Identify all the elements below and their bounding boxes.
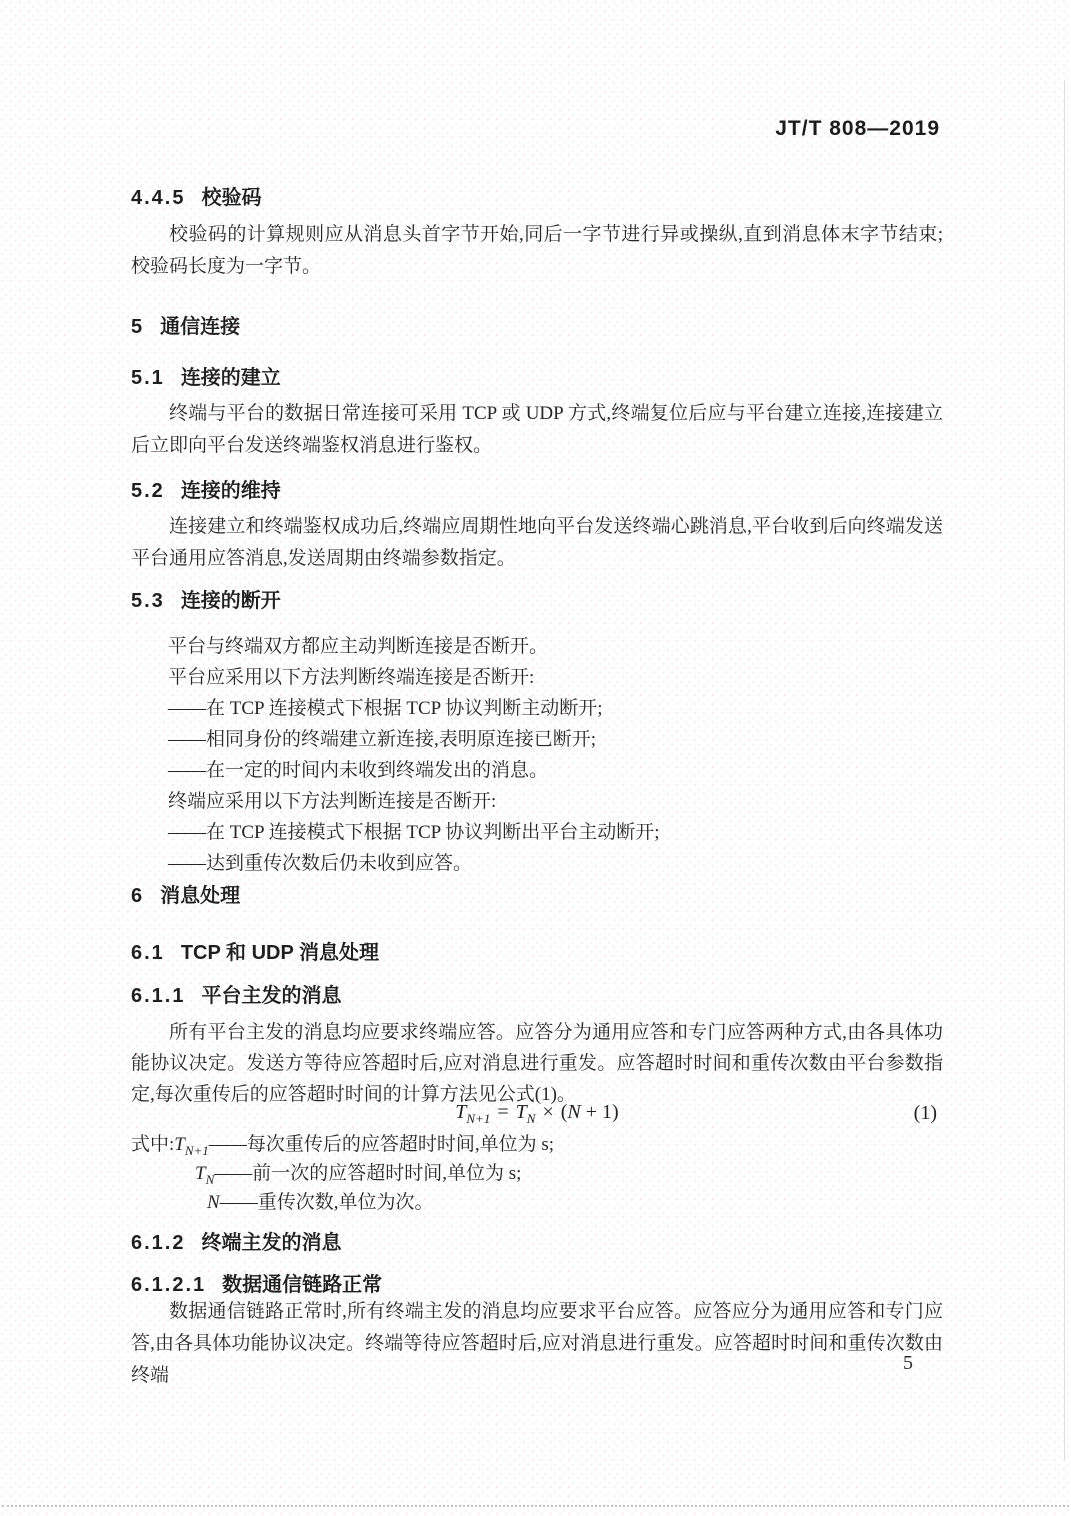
section-heading-6-1-2	[131, 1226, 341, 1255]
list-item: ——在 TCP 连接模式下根据 TCP 协议判断主动断开;	[168, 698, 603, 719]
section-heading-5-1	[131, 361, 281, 390]
section-number: 6.1	[131, 942, 165, 964]
equation-number: (1)	[913, 1102, 937, 1124]
section-heading-6-1-1	[131, 979, 341, 1008]
section-number: 6.1.2	[131, 1232, 186, 1254]
section-title: 连接的断开	[180, 590, 281, 612]
paragraph-5-1: 终端与平台的数据日常连接可采用 TCP 或 UDP 方式,终端复位后应与平台建立连接,连接建立后立即向平台发送终端鉴权消息进行鉴权。	[131, 403, 943, 456]
formula-where-block	[131, 1130, 961, 1217]
formula-var: T	[455, 1101, 467, 1123]
section-heading-5-3	[131, 584, 281, 613]
section-heading-6-1	[131, 936, 379, 965]
paragraph-6-1-1: 所有平台主发的消息均应要求终端应答。应答分为通用应答和专门应答两种方式,由各具体功能协议决定。发送方等待应答超时后,应对消息进行重发。应答超时时间和重传次数由平台参数指定,每次重传后的应答超时时间的计算方法见公式(1)。	[131, 1022, 943, 1105]
section-title: 校验码	[201, 187, 262, 209]
where-line	[131, 1130, 961, 1159]
section-heading-6-1-2-1	[131, 1268, 382, 1297]
paragraph-5-2: 连接建立和终端鉴权成功后,终端应周期性地向平台发送终端心跳消息,平台收到后向终端发送平台通用应答消息,发送周期由终端参数指定。	[131, 516, 943, 569]
section-title: TCP 和 UDP 消息处理	[180, 942, 379, 964]
standard-number-header: JT/T 808—2019	[775, 117, 940, 140]
section-number: 6	[131, 885, 145, 907]
paragraph-6-1-2-1: 数据通信链路正常时,所有终端主发的消息均应要求平台应答。应答应分为通用应答和专门应答,由各具体功能协议决定。终端等待应答超时后,应对消息进行重发。应答超时时间和重传次数由终端	[131, 1301, 943, 1386]
list-item: ——达到重传次数后仍未收到应答。	[168, 853, 473, 874]
section-title: 连接的建立	[180, 367, 281, 389]
page-edge-bottom	[2, 1505, 1069, 1507]
list-item: ——在一定的时间内未收到终端发出的消息。	[168, 760, 549, 781]
section-title: 数据通信链路正常	[222, 1274, 383, 1296]
section-number: 6.1.2.1	[131, 1274, 207, 1296]
list-item: 终端应采用以下方法判断连接是否断开:	[168, 791, 497, 812]
formula-subscript: N+1	[184, 1143, 209, 1158]
section-title: 终端主发的消息	[201, 1232, 342, 1254]
section-number: 5.2	[131, 480, 165, 502]
where-description: 重传次数,单位为次。	[257, 1192, 434, 1213]
formula-expression	[131, 1101, 943, 1127]
paragraph-4-4-5: 校验码的计算规则应从消息头首字节开始,同后一字节进行异或操纵,直到消息体末字节结束;校验码长度为一字节。	[131, 224, 943, 277]
section-heading-6	[131, 879, 240, 908]
dash: ——	[208, 1134, 247, 1155]
page-number: 5	[903, 1352, 913, 1374]
section-title: 连接的维持	[180, 480, 281, 502]
section-number: 6.1.1	[131, 985, 186, 1007]
where-line	[131, 1188, 961, 1217]
section-number: 4.4.5	[131, 187, 186, 209]
section-title: 通信连接	[160, 316, 241, 338]
section-heading-5-2	[131, 474, 281, 503]
formula-subscript: N+1	[466, 1111, 491, 1126]
formula-var: T	[195, 1163, 206, 1184]
dash: ——	[214, 1163, 253, 1184]
list-item: ——相同身份的终端建立新连接,表明原连接已断开;	[168, 729, 597, 750]
clause-5-3-lines	[131, 631, 961, 879]
formula-subscript: N	[205, 1172, 215, 1187]
paren-open: (	[560, 1101, 568, 1123]
section-title: 平台主发的消息	[201, 985, 342, 1007]
section-number: 5.1	[131, 367, 165, 389]
where-prefix: 式中:	[131, 1134, 175, 1155]
list-item: 平台与终端双方都应主动判断连接是否断开。	[168, 636, 549, 657]
formula-var: N	[207, 1192, 220, 1213]
formula-subscript: N	[526, 1111, 536, 1126]
list-item: 平台应采用以下方法判断终端连接是否断开:	[168, 667, 535, 688]
section-heading-4-4-5	[131, 181, 261, 210]
section-number: 5.3	[131, 590, 165, 612]
list-item: ——在 TCP 连接模式下根据 TCP 协议判断出平台主动断开;	[168, 822, 660, 843]
section-number: 5	[131, 316, 145, 338]
section-heading-5	[131, 310, 240, 339]
formula-var: T	[174, 1134, 185, 1155]
formula-var: T	[515, 1101, 527, 1123]
section-title: 消息处理	[160, 885, 241, 907]
equals-sign: =	[497, 1101, 509, 1123]
where-description: 前一次的应答超时时间,单位为 s;	[252, 1163, 522, 1184]
page-edge-right	[1064, 80, 1065, 1460]
times-sign: ×	[542, 1101, 554, 1123]
formula-tail: + 1)	[580, 1101, 619, 1123]
where-line	[131, 1159, 961, 1188]
formula-var: N	[567, 1101, 581, 1123]
dash: ——	[219, 1192, 258, 1213]
where-description: 每次重传后的应答超时时间,单位为 s;	[246, 1134, 554, 1155]
